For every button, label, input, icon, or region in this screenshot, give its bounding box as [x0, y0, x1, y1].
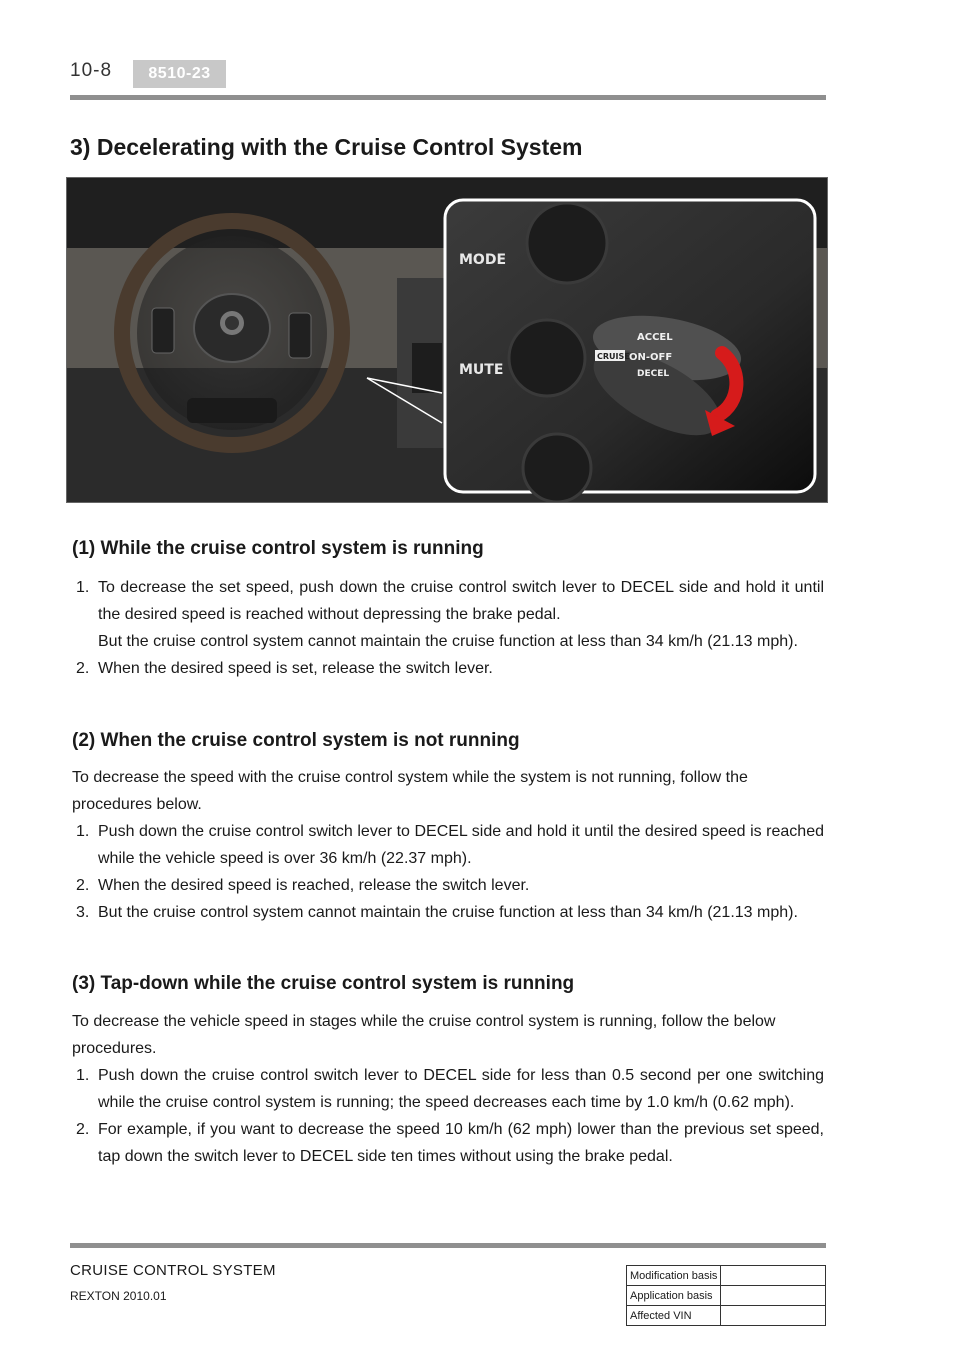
- step-number: 1.: [76, 823, 90, 840]
- bottom-divider: [70, 1243, 826, 1248]
- step-number: 1.: [76, 1067, 90, 1084]
- list-item: [76, 872, 824, 899]
- footer-model: REXTON 2010.01: [70, 1289, 167, 1303]
- dashboard-photo: [66, 177, 828, 503]
- on-off-label: ON-OFF: [629, 352, 673, 363]
- section-3-title: (3) Tap-down while the cruise control system is running: [72, 973, 575, 994]
- mute-label: MUTE: [459, 362, 504, 378]
- section-2-intro: To decrease the speed with the cruise control system while the system is not running, follow the procedures below.: [72, 769, 748, 813]
- step-number: 3.: [76, 904, 90, 921]
- step-text: When the desired speed is set, release the switch lever.: [98, 660, 493, 677]
- table-cell-value: [721, 1286, 826, 1306]
- table-row: [627, 1286, 826, 1306]
- table-row: [627, 1266, 826, 1286]
- table-cell-label: Application basis: [627, 1286, 721, 1306]
- revision-info-table: [626, 1265, 826, 1326]
- step-text: To decrease the set speed, push down the cruise control switch lever to DECEL side and hold it until the desired speed is reached without depressing the brake pedal.: [98, 579, 824, 623]
- accel-label: ACCEL: [637, 332, 673, 343]
- section-2-title: (2) When the cruise control system is not running: [72, 730, 520, 751]
- step-number: 2.: [76, 1121, 90, 1138]
- section-3-intro: To decrease the vehicle speed in stages while the cruise control system is running, follow the below procedures.: [72, 1013, 776, 1057]
- list-item: [76, 655, 824, 682]
- step-number: 2.: [76, 877, 90, 894]
- step-text: But the cruise control system cannot maintain the cruise function at less than 34 km/h (21.13 mph).: [98, 904, 798, 921]
- section-2-steps: [76, 818, 824, 926]
- list-item: [76, 1062, 824, 1116]
- page-number: 10-8: [70, 60, 113, 81]
- table-row: [627, 1306, 826, 1326]
- list-item: [76, 899, 824, 926]
- step-text-note: But the cruise control system cannot maintain the cruise function at less than 34 km/h (21.13 mph).: [98, 633, 798, 650]
- step-text: For example, if you want to decrease the speed 10 km/h (62 mph) lower than the previous set speed, tap down the switch lever to DECEL side ten times without using the brake pedal.: [98, 1121, 824, 1165]
- table-cell-label: Modification basis: [627, 1266, 721, 1286]
- step-number: 1.: [76, 579, 90, 596]
- decel-label: DECEL: [637, 369, 670, 379]
- step-text: Push down the cruise control switch lever to DECEL side for less than 0.5 second per one switching while the cruise control system is running; the speed decreases each time by 1.0 km/h (0.62 mph).: [98, 1067, 824, 1111]
- section-1-steps: [76, 574, 824, 682]
- step-text: Push down the cruise control switch lever to DECEL side and hold it until the desired speed is reached while the vehicle speed is over 36 km/h (22.37 mph).: [98, 823, 824, 867]
- footer-section-title: CRUISE CONTROL SYSTEM: [70, 1262, 276, 1279]
- table-cell-value: [721, 1306, 826, 1326]
- table-cell-value: [721, 1266, 826, 1286]
- list-item: [76, 574, 824, 655]
- code-badge: 8510-23: [133, 60, 226, 88]
- list-item: [76, 1116, 824, 1170]
- section-1-title: (1) While the cruise control system is running: [72, 538, 484, 559]
- mode-label: MODE: [459, 252, 507, 268]
- table-cell-label: Affected VIN: [627, 1306, 721, 1326]
- step-number: 2.: [76, 660, 90, 677]
- section-3-steps: [76, 1062, 824, 1170]
- step-text: When the desired speed is reached, release the switch lever.: [98, 877, 530, 894]
- cruise-label: CRUISE: [597, 352, 630, 361]
- list-item: [76, 818, 824, 872]
- page-title: 3) Decelerating with the Cruise Control System: [70, 134, 583, 160]
- top-divider: [70, 95, 826, 100]
